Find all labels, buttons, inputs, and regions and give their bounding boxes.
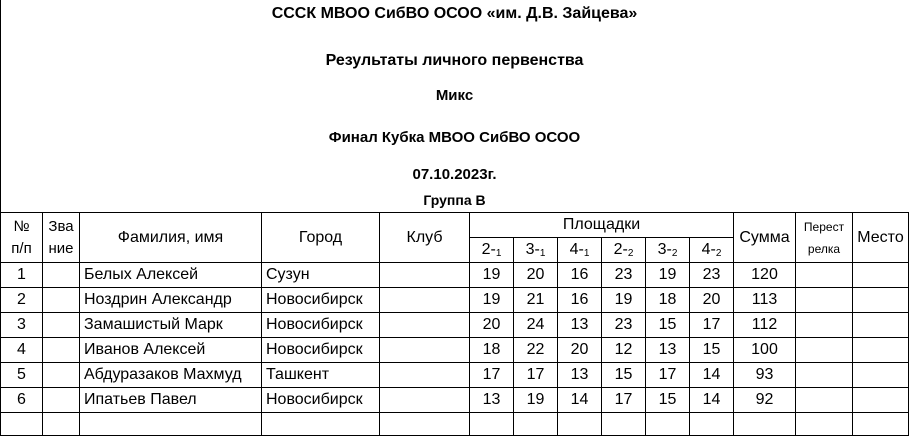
cell-score: 19 bbox=[602, 288, 646, 313]
cell-score: 19 bbox=[470, 263, 514, 288]
cell-shootoff bbox=[796, 288, 853, 313]
cell-score: 19 bbox=[470, 288, 514, 313]
cell-empty bbox=[602, 413, 646, 436]
cell-score: 24 bbox=[514, 313, 558, 338]
area-label-main: 2- bbox=[481, 241, 496, 258]
area-label-main: 2- bbox=[613, 241, 628, 258]
cell-empty bbox=[380, 413, 470, 436]
results-table bbox=[0, 212, 909, 436]
area-label-main: 4- bbox=[569, 241, 584, 258]
cell-shootoff bbox=[796, 388, 853, 413]
cell-club bbox=[380, 288, 470, 313]
header-num-top: № bbox=[13, 217, 30, 235]
cell-score: 20 bbox=[690, 288, 734, 313]
cell-sum: 112 bbox=[734, 313, 796, 338]
cell-num: 3 bbox=[1, 313, 43, 338]
cell-score: 12 bbox=[602, 338, 646, 363]
cell-num: 2 bbox=[1, 288, 43, 313]
cell-city: Сузун bbox=[262, 263, 380, 288]
organization-title: СССК МВОО СибВО ОСОО «им. Д.В. Зайцева» bbox=[271, 5, 638, 22]
cell-empty bbox=[43, 413, 80, 436]
area-label bbox=[470, 238, 514, 263]
cell-score: 13 bbox=[558, 363, 602, 388]
cell-sum: 120 bbox=[734, 263, 796, 288]
table-row bbox=[1, 288, 909, 313]
cell-score: 20 bbox=[514, 263, 558, 288]
cell-score: 23 bbox=[602, 263, 646, 288]
header-areas: Площадки bbox=[470, 213, 734, 238]
cell-sum: 92 bbox=[734, 388, 796, 413]
header-place: Место bbox=[853, 213, 909, 263]
header-city: Город bbox=[262, 213, 380, 263]
cell-sum: 93 bbox=[734, 363, 796, 388]
cell-rank bbox=[43, 263, 80, 288]
cell-rank bbox=[43, 388, 80, 413]
cell-empty bbox=[262, 413, 380, 436]
cell-score: 18 bbox=[470, 338, 514, 363]
cell-empty bbox=[514, 413, 558, 436]
cell-empty bbox=[853, 413, 909, 436]
cell-club bbox=[380, 338, 470, 363]
area-label-main: 4- bbox=[701, 241, 716, 258]
cell-score: 15 bbox=[646, 388, 690, 413]
cell-score: 17 bbox=[470, 363, 514, 388]
cell-shootoff bbox=[796, 263, 853, 288]
header-shootoff-bottom: релка bbox=[807, 241, 841, 256]
area-label-sub: 2 bbox=[671, 248, 678, 259]
cell-place bbox=[853, 363, 909, 388]
cell-empty bbox=[734, 413, 796, 436]
cell-score: 13 bbox=[558, 313, 602, 338]
cell-sum: 100 bbox=[734, 338, 796, 363]
cell-score: 17 bbox=[514, 363, 558, 388]
category-label: Микс bbox=[435, 87, 474, 104]
area-label bbox=[602, 238, 646, 263]
cell-city: Новосибирск bbox=[262, 388, 380, 413]
cell-score: 22 bbox=[514, 338, 558, 363]
cell-name: Ноздрин Александр bbox=[80, 288, 262, 313]
page-title: Результаты личного первенства bbox=[325, 52, 584, 69]
cell-score: 15 bbox=[646, 313, 690, 338]
cell-num: 6 bbox=[1, 388, 43, 413]
cell-name: Иванов Алексей bbox=[80, 338, 262, 363]
area-label-main: 3- bbox=[525, 241, 540, 258]
cell-place bbox=[853, 288, 909, 313]
cell-club bbox=[380, 263, 470, 288]
cell-score: 16 bbox=[558, 288, 602, 313]
cell-city: Новосибирск bbox=[262, 338, 380, 363]
cell-score: 19 bbox=[514, 388, 558, 413]
header-name: Фамилия, имя bbox=[80, 213, 262, 263]
cell-place bbox=[853, 338, 909, 363]
area-label-main: 3- bbox=[657, 241, 672, 258]
cell-shootoff bbox=[796, 363, 853, 388]
cell-num: 5 bbox=[1, 363, 43, 388]
table-body bbox=[1, 263, 909, 413]
event-title: Финал Кубка МВОО СибВО ОСОО bbox=[328, 129, 581, 146]
table-row-empty bbox=[1, 413, 909, 436]
cell-rank bbox=[43, 338, 80, 363]
cell-score: 20 bbox=[470, 313, 514, 338]
cell-place bbox=[853, 263, 909, 288]
cell-empty bbox=[1, 413, 43, 436]
cell-sum: 113 bbox=[734, 288, 796, 313]
cell-empty bbox=[646, 413, 690, 436]
area-label bbox=[558, 238, 602, 263]
cell-score: 18 bbox=[646, 288, 690, 313]
cell-shootoff bbox=[796, 313, 853, 338]
cell-score: 14 bbox=[690, 388, 734, 413]
header-num-bottom: п/п bbox=[11, 239, 32, 257]
area-label-sub: 1 bbox=[539, 248, 546, 259]
cell-empty bbox=[690, 413, 734, 436]
cell-club bbox=[380, 388, 470, 413]
cell-score: 15 bbox=[690, 338, 734, 363]
table-row bbox=[1, 313, 909, 338]
area-label-sub: 1 bbox=[583, 248, 590, 259]
cell-score: 23 bbox=[690, 263, 734, 288]
cell-score: 15 bbox=[602, 363, 646, 388]
cell-num: 1 bbox=[1, 263, 43, 288]
cell-score: 13 bbox=[470, 388, 514, 413]
cell-score: 14 bbox=[690, 363, 734, 388]
cell-empty bbox=[470, 413, 514, 436]
cell-score: 23 bbox=[602, 313, 646, 338]
header-rank bbox=[43, 213, 80, 263]
cell-name: Замашистый Марк bbox=[80, 313, 262, 338]
area-label bbox=[646, 238, 690, 263]
area-label-sub: 2 bbox=[627, 248, 634, 259]
cell-club bbox=[380, 363, 470, 388]
cell-rank bbox=[43, 363, 80, 388]
cell-score: 17 bbox=[602, 388, 646, 413]
header-rank-bottom: ние bbox=[48, 239, 74, 257]
cell-city: Новосибирск bbox=[262, 313, 380, 338]
cell-score: 20 bbox=[558, 338, 602, 363]
table-header-row bbox=[1, 213, 909, 238]
group-label: Группа В bbox=[423, 192, 486, 208]
area-label-sub: 1 bbox=[495, 248, 502, 259]
event-date: 07.10.2023г. bbox=[412, 166, 497, 183]
table-row bbox=[1, 363, 909, 388]
cell-place bbox=[853, 388, 909, 413]
cell-name: Белых Алексей bbox=[80, 263, 262, 288]
cell-empty bbox=[80, 413, 262, 436]
cell-num: 4 bbox=[1, 338, 43, 363]
table-row bbox=[1, 263, 909, 288]
cell-city: Ташкент bbox=[262, 363, 380, 388]
header-shootoff bbox=[796, 213, 853, 263]
cell-place bbox=[853, 313, 909, 338]
header-num bbox=[1, 213, 43, 263]
cell-score: 19 bbox=[646, 263, 690, 288]
cell-score: 17 bbox=[646, 363, 690, 388]
cell-empty bbox=[558, 413, 602, 436]
cell-shootoff bbox=[796, 338, 853, 363]
table-row bbox=[1, 338, 909, 363]
header-club: Клуб bbox=[380, 213, 470, 263]
cell-club bbox=[380, 313, 470, 338]
cell-rank bbox=[43, 313, 80, 338]
area-label bbox=[514, 238, 558, 263]
cell-score: 13 bbox=[646, 338, 690, 363]
cell-score: 17 bbox=[690, 313, 734, 338]
header-sum: Сумма bbox=[734, 213, 796, 263]
cell-score: 21 bbox=[514, 288, 558, 313]
cell-empty bbox=[796, 413, 853, 436]
cell-name: Абдуразаков Махмуд bbox=[80, 363, 262, 388]
table-row bbox=[1, 388, 909, 413]
area-label bbox=[690, 238, 734, 263]
area-label-sub: 2 bbox=[715, 248, 722, 259]
cell-score: 14 bbox=[558, 388, 602, 413]
header-shootoff-top: Перест bbox=[803, 219, 845, 234]
cell-score: 16 bbox=[558, 263, 602, 288]
cell-name: Ипатьев Павел bbox=[80, 388, 262, 413]
header-rank-top: Зва bbox=[48, 217, 74, 235]
cell-city: Новосибирск bbox=[262, 288, 380, 313]
cell-rank bbox=[43, 288, 80, 313]
